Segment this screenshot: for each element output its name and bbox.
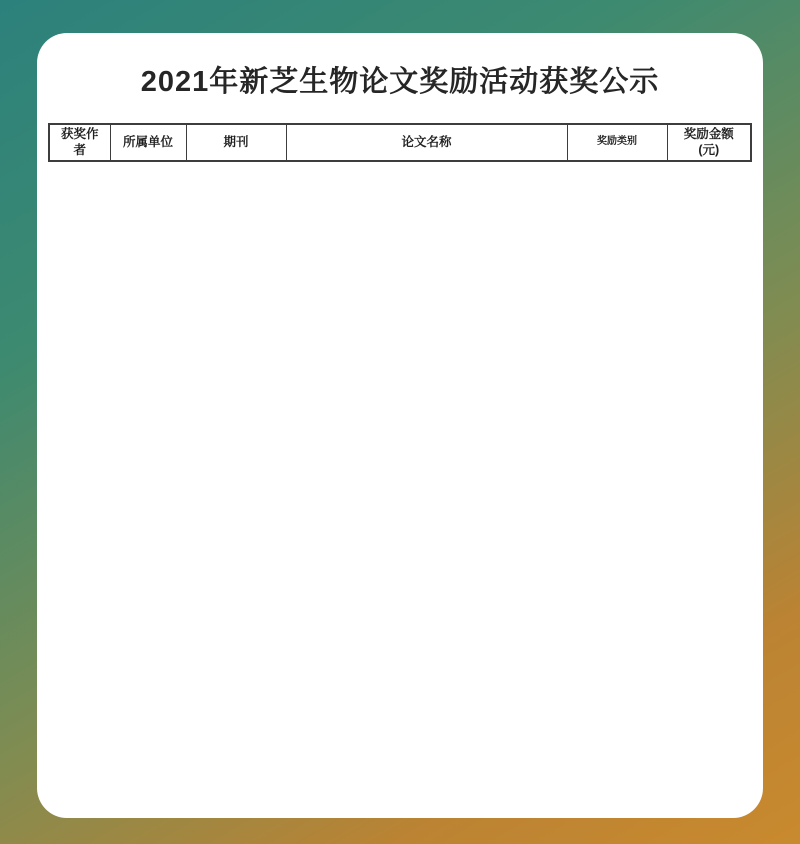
column-header-category: 奖励类别 [567, 124, 667, 161]
column-header-author: 获奖作者 [49, 124, 110, 161]
column-header-journal: 期刊 [186, 124, 286, 161]
column-header-paper-title: 论文名称 [286, 124, 567, 161]
awards-table-header [49, 124, 751, 161]
page-title: 2021年新芝生物论文奖励活动获奖公示 [140, 66, 660, 98]
award-card [37, 33, 763, 818]
column-header-amount [667, 124, 751, 161]
header-row [49, 124, 751, 161]
amount-header-line2: (元) [698, 142, 720, 157]
awards-table [48, 123, 752, 162]
amount-header-line1: 奖励金额 [683, 127, 734, 141]
column-header-affiliation: 所属单位 [110, 124, 186, 161]
